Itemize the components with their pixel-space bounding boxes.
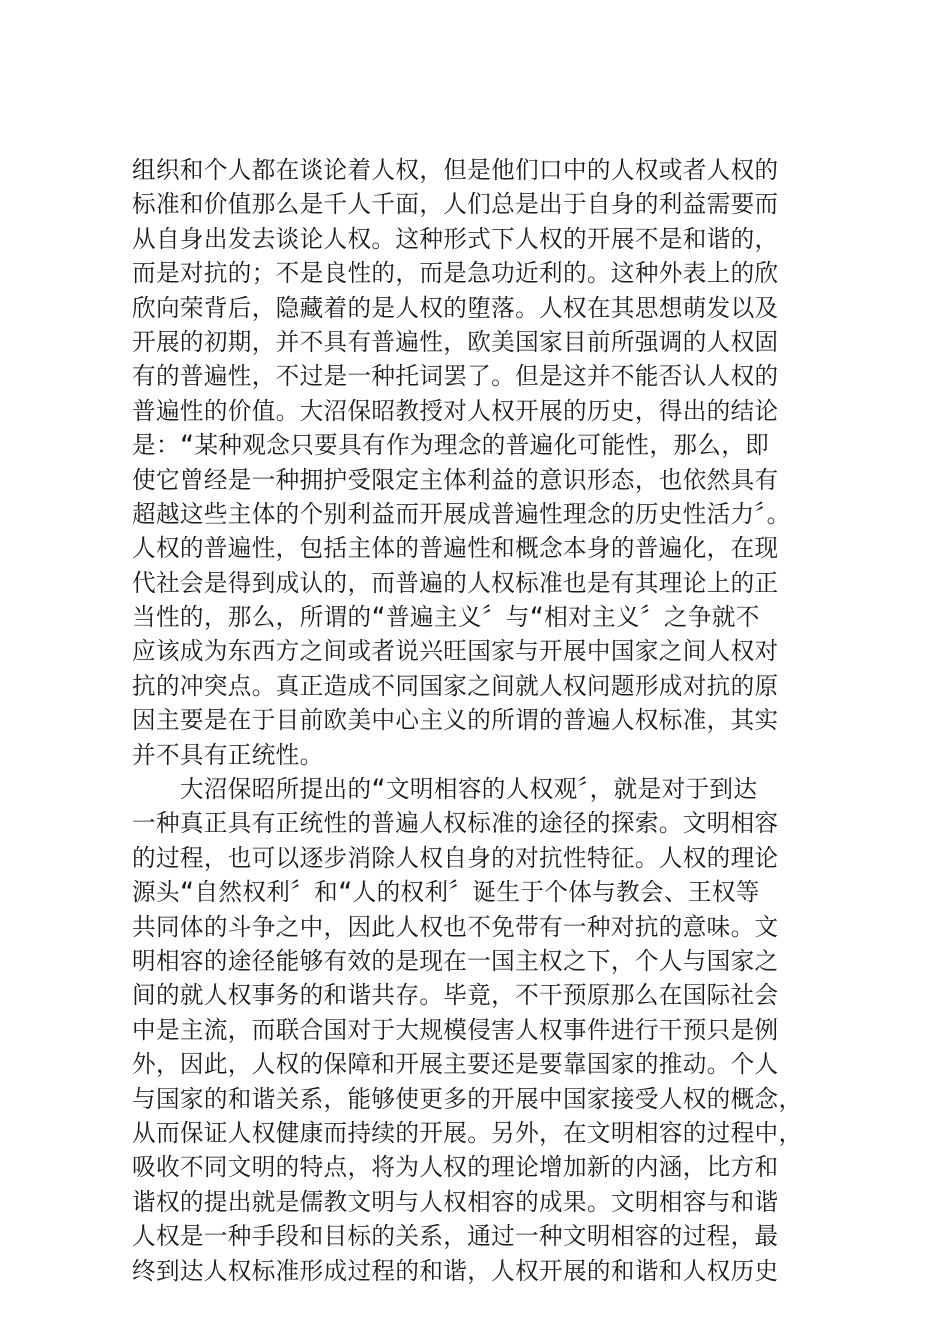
text-line: 与国家的和谐关系，能够使更多的开展中国家接受人权的概念， [132, 1084, 803, 1113]
text-line: 外，因此，人权的保障和开展主要还是要靠国家的推动。个人 [132, 1050, 779, 1079]
text-line: 当性的，那么，所谓的“普遍主义〞与“相对主义〞之争就不 [132, 603, 760, 632]
text-line: 大沼保昭所提出的“文明相容的人权观〞，就是对于到达 [132, 775, 758, 804]
text-line: 普遍性的价值。大沼保昭教授对人权开展的历史，得出的结论 [132, 396, 779, 425]
text-line: 共同体的斗争之中，因此人权也不免带有一种对抗的意味。文 [132, 912, 779, 941]
text-line: 终到达人权标准形成过程的和谐，人权开展的和谐和人权历史 [132, 1256, 779, 1285]
text-line: 人权的普遍性，包括主体的普遍性和概念本身的普遍化，在现 [132, 534, 779, 563]
text-line: 标准和价值那么是千人千面，人们总是出于自身的利益需要而 [132, 190, 779, 219]
text-line: 从自身出发去谈论人权。这种形式下人权的开展不是和谐的， [132, 224, 779, 253]
text-line: 是：“某种观念只要具有作为理念的普遍化可能性，那么，即 [132, 431, 770, 460]
text-line: 吸收不同文明的特点，将为人权的理论增加新的内涵，比方和 [132, 1153, 779, 1182]
text-line: 超越这些主体的个别利益而开展成普遍性理念的历史性活力〞。 [132, 499, 791, 528]
text-line: 应该成为东西方之间或者说兴旺国家与开展中国家之间人权对 [132, 637, 779, 666]
text-line: 人权是一种手段和目标的关系，通过一种文明相容的过程，最 [132, 1222, 779, 1251]
text-line: 的过程，也可以逐步消除人权自身的对抗性特征。人权的理论 [132, 843, 779, 872]
text-line: 欣向荣背后，隐藏着的是人权的堕落。人权在其思想萌发以及 [132, 293, 779, 322]
text-line: 有的普遍性，不过是一种托词罢了。但是这并不能否认人权的 [132, 362, 779, 391]
text-line: 明相容的途径能够有效的是现在一国主权之下，个人与国家之 [132, 946, 779, 975]
text-line: 谐权的提出就是儒教文明与人权相容的成果。文明相容与和谐 [132, 1187, 779, 1216]
body-text [132, 153, 832, 1288]
text-line: 而是对抗的；不是良性的，而是急功近利的。这种外表上的欣 [132, 259, 779, 288]
text-line: 代社会是得到成认的，而普遍的人权标准也是有其理论上的正 [132, 568, 779, 597]
text-line: 源头“自然权利〞和“人的权利〞诞生于个体与教会、王权等 [132, 878, 760, 907]
text-line: 间的就人权事务的和谐共存。毕竟，不干预原那么在国际社会 [132, 981, 779, 1010]
text-line: 抗的冲突点。真正造成不同国家之间就人权问题形成对抗的原 [132, 671, 779, 700]
text-line: 使它曾经是一种拥护受限定主体利益的意识形态，也依然具有 [132, 465, 779, 494]
text-line: 一种真正具有正统性的普遍人权标准的途径的探索。文明相容 [132, 809, 779, 838]
text-line: 中是主流，而联合国对于大规模侵害人权事件进行干预只是例 [132, 1015, 779, 1044]
text-line: 从而保证人权健康而持续的开展。另外，在文明相容的过程中， [132, 1118, 803, 1147]
text-line: 开展的初期，并不具有普遍性，欧美国家目前所强调的人权固 [132, 327, 779, 356]
text-line: 组织和个人都在谈论着人权，但是他们口中的人权或者人权的 [132, 156, 779, 184]
text-line: 并不具有正统性。 [132, 740, 324, 769]
text-line: 因主要是在于目前欧美中心主义的所谓的普遍人权标准，其实 [132, 706, 779, 735]
